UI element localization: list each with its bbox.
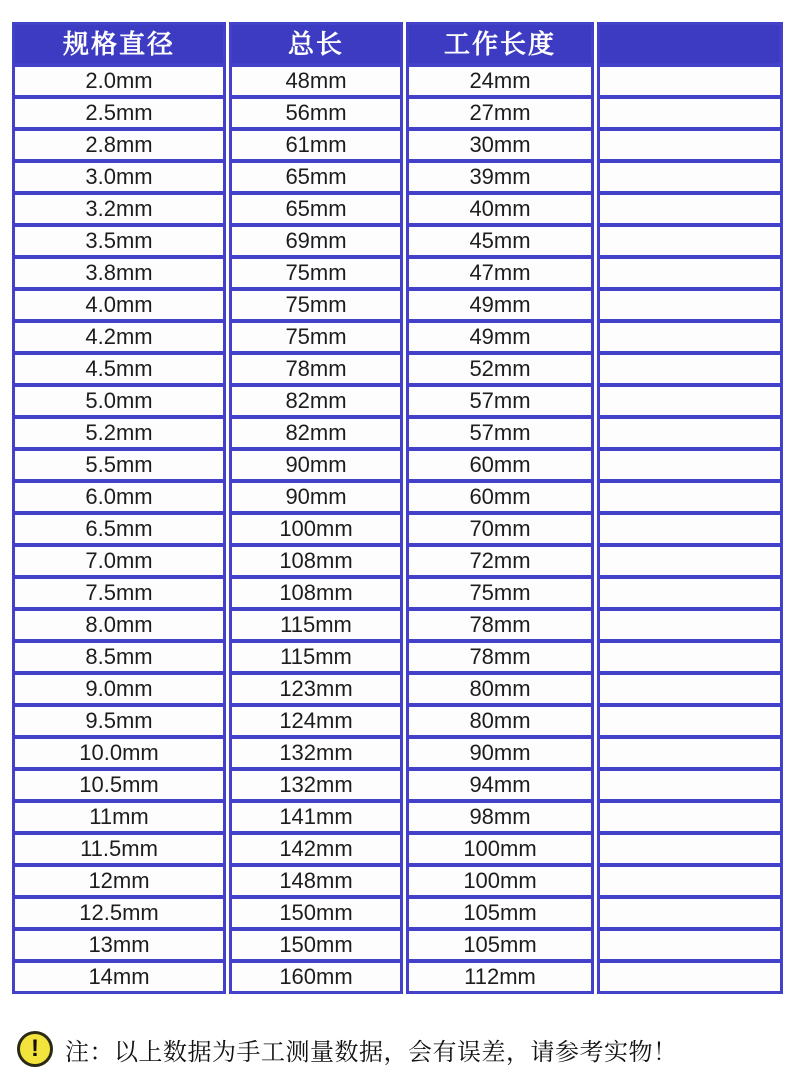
table-cell [600,511,780,543]
table-cell: 75mm [232,255,400,287]
table-cell [600,383,780,415]
table-column [597,22,783,994]
table-cell: 100mm [409,831,591,863]
table-cell: 100mm [409,863,591,895]
table-cell [600,927,780,959]
table-cell [600,575,780,607]
header-cell: 规格直径 [15,25,223,63]
table-cell: 69mm [232,223,400,255]
table-cell [600,863,780,895]
table-cell: 7.0mm [15,543,223,575]
table-cell: 5.2mm [15,415,223,447]
table-cell: 2.8mm [15,127,223,159]
table-cell [600,831,780,863]
table-cell: 56mm [232,95,400,127]
table-cell: 9.0mm [15,671,223,703]
table-cell: 39mm [409,159,591,191]
table-cell: 132mm [232,767,400,799]
table-cell: 141mm [232,799,400,831]
table-cell [600,607,780,639]
table-cell: 6.0mm [15,479,223,511]
table-cell: 150mm [232,895,400,927]
table-cell: 8.0mm [15,607,223,639]
table-cell: 160mm [232,959,400,991]
table-cell: 14mm [15,959,223,991]
table-cell: 80mm [409,671,591,703]
table-cell: 115mm [232,607,400,639]
table-cell: 61mm [232,127,400,159]
table-cell: 4.0mm [15,287,223,319]
note-text: 注：以上数据为手工测量数据，会有误差，请参考实物！ [65,1038,678,1066]
table-cell: 49mm [409,319,591,351]
header-cell: 工作长度 [409,25,591,63]
table-cell: 3.5mm [15,223,223,255]
table-cell [600,191,780,223]
table-cell: 105mm [409,895,591,927]
table-cell [600,415,780,447]
table-cell: 10.5mm [15,767,223,799]
header-cell [600,25,780,63]
table-cell: 98mm [409,799,591,831]
table-cell: 45mm [409,223,591,255]
table-cell: 75mm [232,319,400,351]
spec-table [12,22,783,994]
table-cell: 90mm [409,735,591,767]
table-cell: 78mm [409,607,591,639]
table-cell [600,735,780,767]
table-cell: 13mm [15,927,223,959]
table-cell: 24mm [409,63,591,95]
table-cell: 105mm [409,927,591,959]
table-cell: 11mm [15,799,223,831]
table-cell: 108mm [232,543,400,575]
table-cell: 6.5mm [15,511,223,543]
table-cell: 11.5mm [15,831,223,863]
table-cell: 8.5mm [15,639,223,671]
table-column [12,22,226,994]
table-cell [600,447,780,479]
table-cell: 75mm [409,575,591,607]
table-cell [600,895,780,927]
table-cell: 47mm [409,255,591,287]
table-cell: 124mm [232,703,400,735]
table-cell [600,639,780,671]
table-cell: 5.0mm [15,383,223,415]
table-cell [600,767,780,799]
table-cell: 100mm [232,511,400,543]
table-cell: 148mm [232,863,400,895]
table-cell [600,127,780,159]
header-cell: 总长 [232,25,400,63]
table-column [229,22,403,994]
table-cell: 3.0mm [15,159,223,191]
table-column [406,22,594,994]
table-cell: 12.5mm [15,895,223,927]
table-cell: 78mm [232,351,400,383]
table-cell: 108mm [232,575,400,607]
table-cell: 3.2mm [15,191,223,223]
table-cell: 72mm [409,543,591,575]
table-cell: 2.5mm [15,95,223,127]
table-cell: 3.8mm [15,255,223,287]
table-cell [600,671,780,703]
table-cell: 75mm [232,287,400,319]
table-cell: 4.5mm [15,351,223,383]
note [17,1031,678,1067]
table-cell: 60mm [409,447,591,479]
table-cell: 123mm [232,671,400,703]
warning-icon: ! [17,1031,53,1067]
table-cell [600,223,780,255]
table-cell: 7.5mm [15,575,223,607]
table-cell: 94mm [409,767,591,799]
table-cell [600,255,780,287]
table-cell: 9.5mm [15,703,223,735]
table-cell: 27mm [409,95,591,127]
table-cell [600,703,780,735]
table-cell: 65mm [232,191,400,223]
table-cell [600,351,780,383]
table-cell: 12mm [15,863,223,895]
table-cell: 57mm [409,415,591,447]
table-cell: 82mm [232,383,400,415]
table-cell: 57mm [409,383,591,415]
table-cell [600,159,780,191]
table-cell: 65mm [232,159,400,191]
table-cell: 70mm [409,511,591,543]
table-cell: 48mm [232,63,400,95]
table-cell [600,319,780,351]
table-cell [600,479,780,511]
table-cell: 2.0mm [15,63,223,95]
table-cell: 90mm [232,447,400,479]
table-cell: 115mm [232,639,400,671]
table-cell: 142mm [232,831,400,863]
table-cell [600,287,780,319]
table-cell: 60mm [409,479,591,511]
table-cell: 4.2mm [15,319,223,351]
table-cell: 5.5mm [15,447,223,479]
table-cell: 132mm [232,735,400,767]
table-cell: 80mm [409,703,591,735]
table-cell [600,63,780,95]
table-cell: 52mm [409,351,591,383]
table-cell: 40mm [409,191,591,223]
table-cell [600,799,780,831]
table-cell: 82mm [232,415,400,447]
table-cell: 30mm [409,127,591,159]
table-cell: 112mm [409,959,591,991]
table-cell [600,959,780,991]
table-cell: 78mm [409,639,591,671]
table-cell [600,543,780,575]
table-cell: 150mm [232,927,400,959]
table-cell: 49mm [409,287,591,319]
table-cell: 90mm [232,479,400,511]
table-cell: 10.0mm [15,735,223,767]
table-cell [600,95,780,127]
